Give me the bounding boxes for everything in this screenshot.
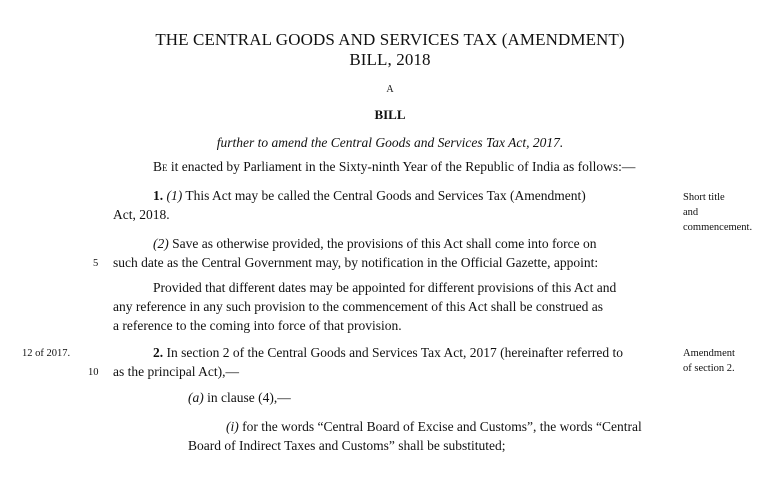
section1-line1-text: This Act may be called the Central Goods and Services Tax (Amendment) bbox=[185, 188, 586, 203]
enacting-rest: it enacted by Parliament in the Sixty-ninth Year of the Republic of India as follows:— bbox=[170, 159, 636, 174]
line-number-10: 10 bbox=[88, 367, 99, 378]
bill-title-line1: THE CENTRAL GOODS AND SERVICES TAX (AMENDMENT) bbox=[155, 30, 625, 49]
act-reference: 12 of 2017. bbox=[22, 348, 71, 359]
margin-note-of-section-2: of section 2. bbox=[683, 363, 735, 374]
section1-sub2-line1-text: Save as otherwise provided, the provisions of this Act shall come into force on bbox=[172, 236, 597, 251]
section1-sub2-line2: such date as the Central Government may, by notification in the Official Gazette, appoint: bbox=[113, 255, 599, 270]
margin-note-short-title: Short title bbox=[683, 192, 725, 203]
margin-note-and: and bbox=[683, 207, 699, 218]
clause-a bbox=[188, 390, 291, 406]
section1-sub1-label: (1) bbox=[166, 188, 183, 203]
section1-line1 bbox=[153, 188, 666, 204]
long-title-text: further to amend the Central Goods and Services Tax Act, 2017. bbox=[216, 135, 564, 150]
bill-title-line2: BILL, 2018 bbox=[349, 50, 431, 69]
clause-a-label: (a) bbox=[188, 390, 204, 405]
clause-a-text: in clause (4),— bbox=[207, 390, 291, 405]
section1-line2: Act, 2018. bbox=[113, 207, 170, 222]
section1-number: 1. bbox=[153, 188, 164, 203]
long-title bbox=[0, 135, 780, 151]
section1-sub2-line1 bbox=[153, 236, 597, 252]
item-i-line1-text: for the words “Central Board of Excise and Customs”, the words “Central bbox=[242, 419, 642, 434]
item-i-line1 bbox=[226, 419, 642, 435]
margin-note-commencement: commencement. bbox=[683, 222, 753, 233]
enacting-lead: Be bbox=[153, 159, 168, 174]
enacting-formula bbox=[153, 159, 635, 175]
proviso-line1: Provided that different dates may be appointed for different provisions of this Act and bbox=[153, 280, 617, 295]
section1-sub2-label: (2) bbox=[153, 236, 169, 251]
margin-note-amendment: Amendment bbox=[683, 348, 735, 359]
line-number-5: 5 bbox=[93, 258, 99, 269]
bill-heading: BILL bbox=[374, 107, 406, 122]
section2-line1-text: In section 2 of the Central Goods and Services Tax Act, 2017 (hereinafter referred to bbox=[166, 345, 624, 360]
proviso-line3: a reference to the coming into force of that provision. bbox=[113, 318, 402, 333]
proviso-line2: any reference in any such provision to the commencement of this Act shall be construed as bbox=[113, 299, 603, 314]
section2-line1 bbox=[153, 345, 623, 361]
article-a: A bbox=[386, 84, 394, 95]
section2-number: 2. bbox=[153, 345, 164, 360]
item-i-line2: Board of Indirect Taxes and Customs” shall be substituted; bbox=[188, 438, 506, 453]
section2-line2: as the principal Act),— bbox=[113, 364, 239, 379]
item-i-label: (i) bbox=[226, 419, 239, 434]
